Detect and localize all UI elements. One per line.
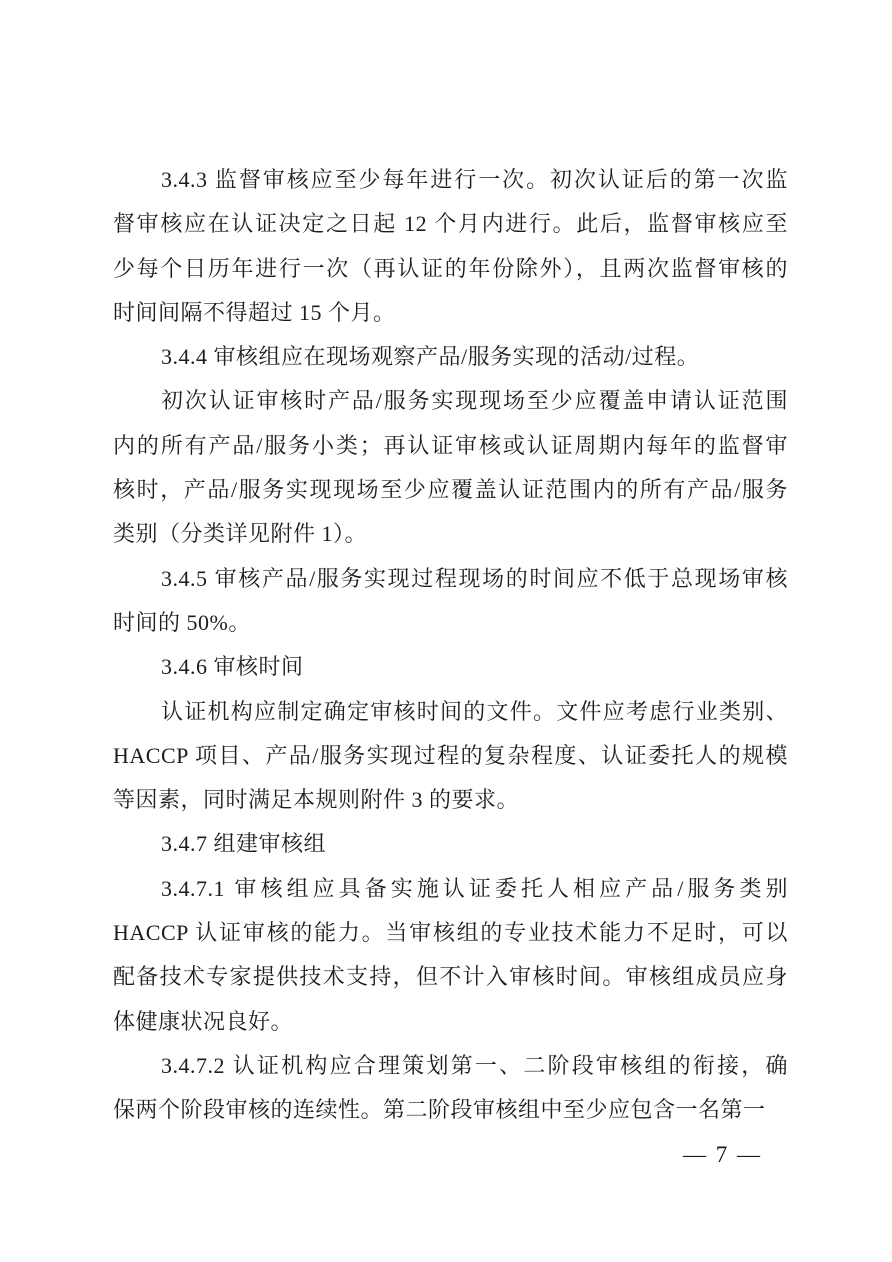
- text-line: 时间的 50%。: [113, 609, 251, 635]
- page-number: — 7 —: [683, 1142, 762, 1167]
- text-line: 3.4.5 审核产品/服务实现过程现场的时间应不低于总现场审核: [161, 565, 788, 591]
- text-line: 配备技术专家提供技术支持，但不计入审核时间。审核组成员应身: [113, 964, 788, 990]
- text-line: 少每个日历年进行一次（再认证的年份除外），且两次监督审核的: [113, 255, 788, 281]
- text-line: 核时，产品/服务实现现场至少应覆盖认证范围内的所有产品/服务: [113, 477, 788, 503]
- text-line: HACCP 项目、产品/服务实现过程的复杂程度、认证委托人的规模: [113, 742, 788, 768]
- text-line: 时间间隔不得超过 15 个月。: [113, 299, 396, 325]
- text-line: 体健康状况良好。: [113, 1008, 294, 1034]
- text-line: 初次认证审核时产品/服务实现现场至少应覆盖申请认证范围: [161, 388, 788, 414]
- text-line: 3.4.4 审核组应在现场观察产品/服务实现的活动/过程。: [161, 344, 700, 370]
- text-line: 3.4.3 监督审核应至少每年进行一次。初次认证后的第一次监: [161, 167, 788, 192]
- text-line: 认证机构应制定确定审核时间的文件。文件应考虑行业类别、: [161, 698, 788, 724]
- text-line: 保两个阶段审核的连续性。第二阶段审核组中至少应包含一名第一: [113, 1097, 766, 1123]
- text-line: 3.4.6 审核时间: [161, 654, 304, 680]
- text-line: 类别（分类详见附件 1）。: [113, 521, 368, 547]
- document-body: [113, 158, 788, 1133]
- text-line: 督审核应在认证决定之日起 12 个月内进行。此后，监督审核应至: [113, 211, 788, 237]
- text-line: 3.4.7.2 认证机构应合理策划第一、二阶段审核组的衔接，确: [161, 1052, 788, 1078]
- text-line: 内的所有产品/服务小类；再认证审核或认证周期内每年的监督审: [113, 432, 788, 458]
- text-line: 3.4.7.1 审核组应具备实施认证委托人相应产品/服务类别: [161, 875, 788, 901]
- text-line: 等因素，同时满足本规则附件 3 的要求。: [113, 787, 520, 813]
- text-line: 3.4.7 组建审核组: [161, 831, 327, 857]
- text-line: HACCP 认证审核的能力。当审核组的专业技术能力不足时，可以: [113, 920, 788, 946]
